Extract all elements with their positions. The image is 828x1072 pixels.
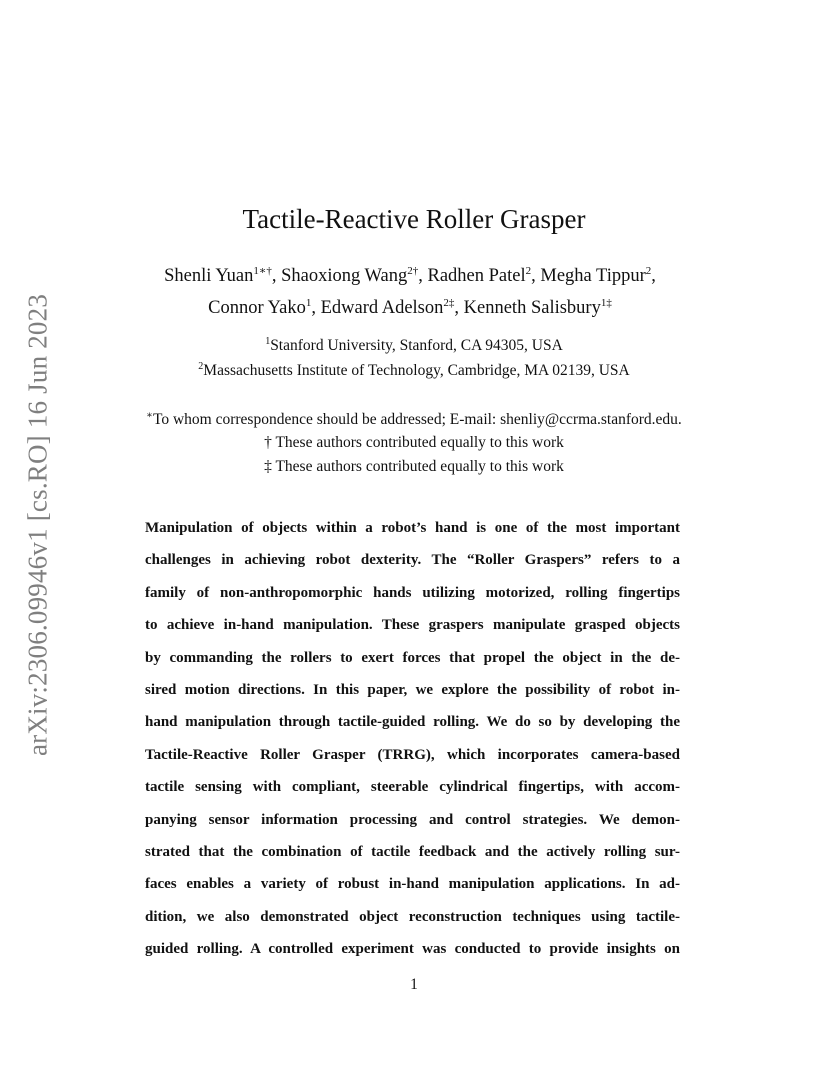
- author-line-2: [100, 290, 720, 322]
- author-name: Connor Yako: [208, 298, 306, 319]
- author-separator: ,: [454, 298, 464, 319]
- affiliation-marker: 2: [198, 361, 204, 372]
- author-name: Radhen Patel: [427, 266, 526, 287]
- affiliation-1: [0, 336, 828, 355]
- author-name: Edward Adelson: [320, 298, 444, 319]
- correspondence-marker: ∗: [146, 410, 153, 421]
- equal-contribution-note-ddagger: ‡ These authors contributed equally to this work: [264, 458, 564, 475]
- abstract-line: Manipulation of objects within a robot’s hand is one of the most important: [145, 520, 680, 536]
- author-separator: ,: [311, 298, 321, 319]
- page-number: 1: [410, 976, 418, 993]
- author-name: Megha Tippur: [540, 266, 646, 287]
- abstract: [145, 512, 680, 965]
- abstract-line: dition, we also demonstrated object reconstruction techniques using tactile-: [145, 908, 680, 925]
- abstract-line: guided rolling. A controlled experiment was conducted to provide insights on: [145, 941, 680, 958]
- author-marker: 2†: [407, 265, 419, 277]
- abstract-line: sired motion directions. In this paper, we explore the possibility of robot in-: [145, 681, 680, 698]
- abstract-line: challenges in achieving robot dexterity. The “Roller Graspers” refers to a: [145, 552, 680, 569]
- author-marker: 2: [645, 265, 652, 277]
- arxiv-stamp-text: arXiv:2306.09946v1 [cs.RO] 16 Jun 2023: [22, 293, 53, 757]
- author-separator: ,: [418, 266, 428, 287]
- author-separator: ,: [531, 266, 541, 287]
- author-marker: 2: [525, 265, 532, 277]
- author-name: Shenli Yuan: [164, 266, 254, 287]
- author-name: Shaoxiong Wang: [281, 266, 408, 287]
- author-line-1: [100, 258, 720, 290]
- author-marker: 2‡: [443, 297, 455, 310]
- author-separator: ,: [271, 266, 282, 287]
- equal-contribution-note-dagger: † These authors contributed equally to this work: [264, 434, 564, 451]
- author-list: [100, 258, 720, 322]
- affiliation-2: [0, 361, 828, 380]
- author-marker: 1∗†: [253, 265, 272, 277]
- author-marker: 1: [305, 297, 312, 310]
- abstract-line: tactile sensing with compliant, steerable cylindrical fingertips, with accom-: [145, 779, 680, 796]
- abstract-line: by commanding the rollers to exert forces that propel the object in the de-: [145, 649, 680, 666]
- affiliation-text: Stanford University, Stanford, CA 94305, USA: [270, 337, 563, 355]
- abstract-line: Tactile-Reactive Roller Grasper (TRRG), which incorporates camera-based: [145, 746, 680, 763]
- paper-title: Tactile-Reactive Roller Grasper: [242, 204, 586, 234]
- abstract-line: panying sensor information processing and control strategies. We demon-: [145, 811, 680, 828]
- correspondence-text: To whom correspondence should be addressed; E-mail: shenliy@ccrma.stanford.edu.: [152, 411, 682, 429]
- correspondence-note: [0, 410, 828, 429]
- author-marker: 1‡: [600, 297, 612, 310]
- author-separator: ,: [651, 266, 656, 287]
- abstract-line: family of non-anthropomorphic hands utilizing motorized, rolling fingertips: [145, 584, 680, 601]
- abstract-line: to achieve in-hand manipulation. These graspers manipulate grasped objects: [145, 617, 680, 634]
- affiliation-marker: 1: [265, 336, 271, 347]
- affiliation-text: Massachusetts Institute of Technology, Cambridge, MA 02139, USA: [203, 362, 630, 380]
- abstract-line: faces enables a variety of robust in-hand manipulation applications. In ad-: [145, 876, 680, 893]
- author-name: Kenneth Salisbury: [463, 298, 601, 319]
- abstract-line: strated that the combination of tactile feedback and the actively rolling sur-: [145, 843, 680, 860]
- abstract-line: hand manipulation through tactile-guided rolling. We do so by developing the: [145, 714, 680, 731]
